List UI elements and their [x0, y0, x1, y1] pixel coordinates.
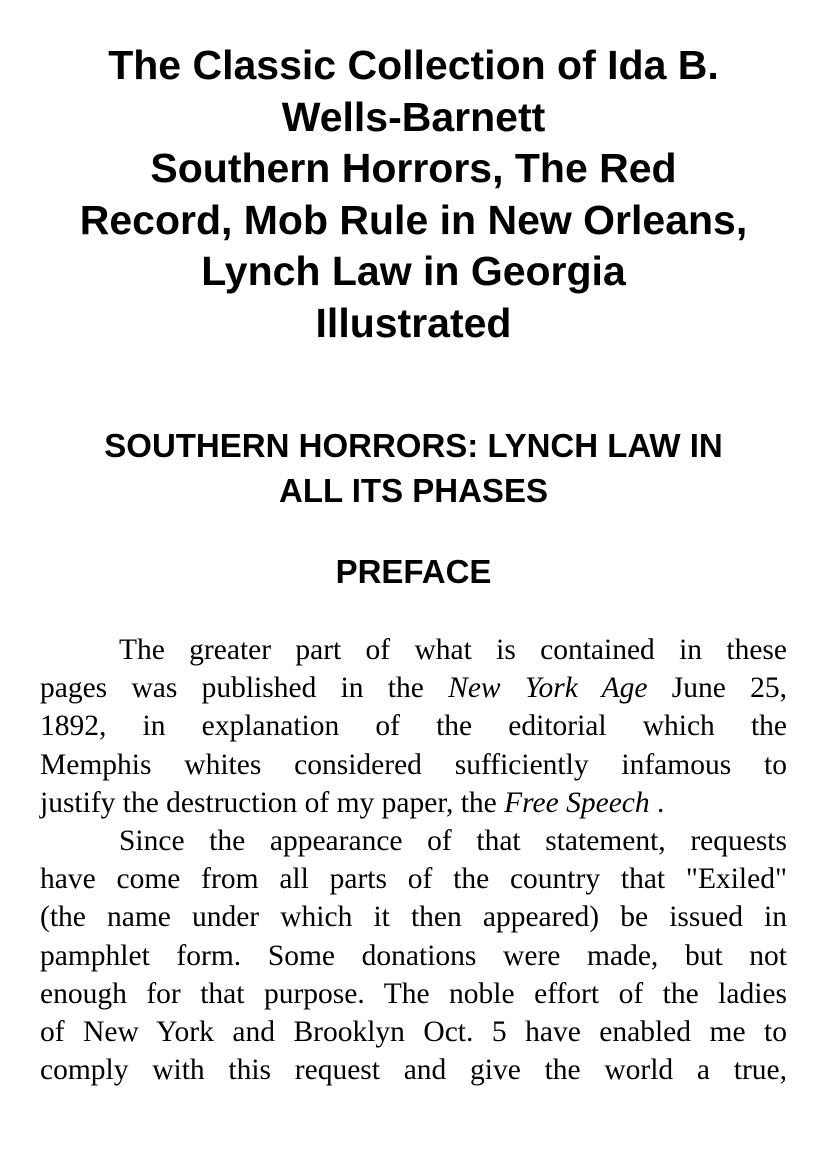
text-run: pages was published in the — [40, 672, 424, 705]
book-title-line: Record, Mob Rule in New Orleans, — [79, 196, 748, 243]
publication-name: Free Speech — [504, 786, 650, 819]
chapter-title-line: ALL ITS PHASES — [279, 472, 548, 509]
text-line: The greater part of what is contained in these — [119, 634, 787, 666]
book-title-line: Wells-Barnett — [281, 93, 546, 140]
chapter-title — [20, 423, 807, 513]
text-line: 1892, in explanation of the editorial which the — [40, 710, 787, 743]
text-line: Since the appearance of that statement, requests — [119, 824, 787, 857]
text-line — [40, 669, 787, 707]
book-title — [30, 40, 797, 349]
text-line: have come from all parts of the country that "Exiled" — [40, 863, 787, 896]
text-line: comply with this request and give the world a true, — [40, 1054, 787, 1087]
book-title-line: Lynch Law in Georgia — [201, 248, 626, 294]
text-line: Memphis whites considered sufficiently infamous to — [40, 748, 787, 781]
text-line: (the name under which it then appeared) be issued in — [40, 901, 787, 934]
section-title: PREFACE — [335, 553, 492, 590]
text-run: June 25, — [671, 672, 788, 705]
text-run: . — [657, 786, 665, 819]
publication-name: New York Age — [448, 672, 648, 705]
book-title-line: Southern Horrors, The Red — [150, 145, 677, 191]
text-line: enough for that purpose. The noble effort of the ladies — [40, 977, 787, 1010]
body-text — [40, 631, 787, 1089]
book-title-line: The Classic Collection of Ida B. — [108, 42, 719, 88]
text-run: justify the destruction of my paper, the — [40, 786, 497, 819]
text-line — [40, 784, 787, 822]
paragraph — [40, 822, 787, 1089]
text-line: of New York and Brooklyn Oct. 5 have enabled me to — [40, 1015, 787, 1048]
text-line: pamphlet form. Some donations were made, but not — [40, 939, 787, 972]
chapter-title-line: SOUTHERN HORRORS: LYNCH LAW IN — [104, 427, 723, 464]
book-title-line: Illustrated — [315, 299, 512, 346]
paragraph — [40, 631, 787, 822]
